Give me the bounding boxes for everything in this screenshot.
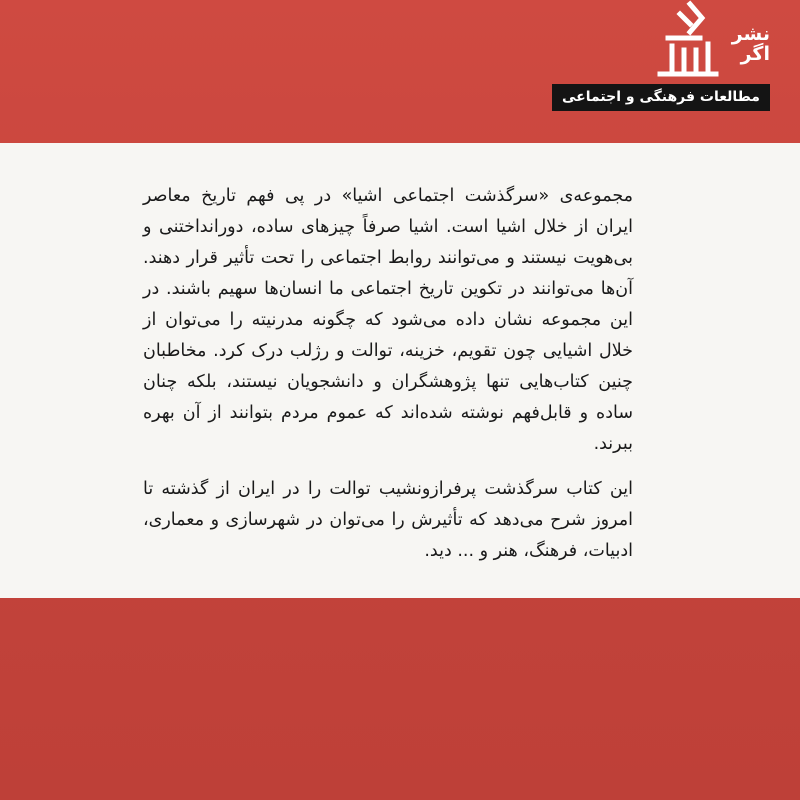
description-text xyxy=(143,181,633,567)
description-paragraph-2: این کتاب سرگذشت پرفرازونشیب توالت را در ایران از گذشته تا امروز شرح می‌دهد که تأثیرش را می‌توان در شهرسازی و معماری، ادبیات، فرهنگ، هنر و ... دید. xyxy=(143,479,633,561)
description-paragraph-1: مجموعه‌ی «سرگذشت اجتماعی اشیا» در پی فهم تاریخ معاصر ایران از خلال اشیا است. اشیا صرفاً چیزهای ساده، دورانداختنی و بی‌هویت نیستند و می‌توانند روابط اجتماعی را تحت تأثیر قرار دهند. آن‌ها می‌توانند در تکوین تاریخ اجتماعی ما انسان‌ها سهیم باشند. در این مجموعه نشان داده می‌شود که چگونه مدرنیته را می‌توان از خلال اشیایی چون تقویم، خزینه، توالت و رژلب درک کرد. مخاطبان چنین کتاب‌هایی تنها پژوهشگران و دانشجویان نیستند، بلکه چنان ساده و قابل‌فهم نوشته شده‌اند که عموم مردم بتوانند از آن بهره ببرند. xyxy=(143,186,633,454)
publisher-name xyxy=(722,24,770,64)
publisher-logo xyxy=(650,0,770,82)
publisher-name-line-1: نشر xyxy=(731,23,770,45)
publisher-name-line-2: اگر xyxy=(740,43,770,65)
publisher-logo-mark-icon xyxy=(650,0,722,82)
description-panel xyxy=(0,143,800,598)
series-label: مطالعات فرهنگی و اجتماعی xyxy=(552,84,770,111)
